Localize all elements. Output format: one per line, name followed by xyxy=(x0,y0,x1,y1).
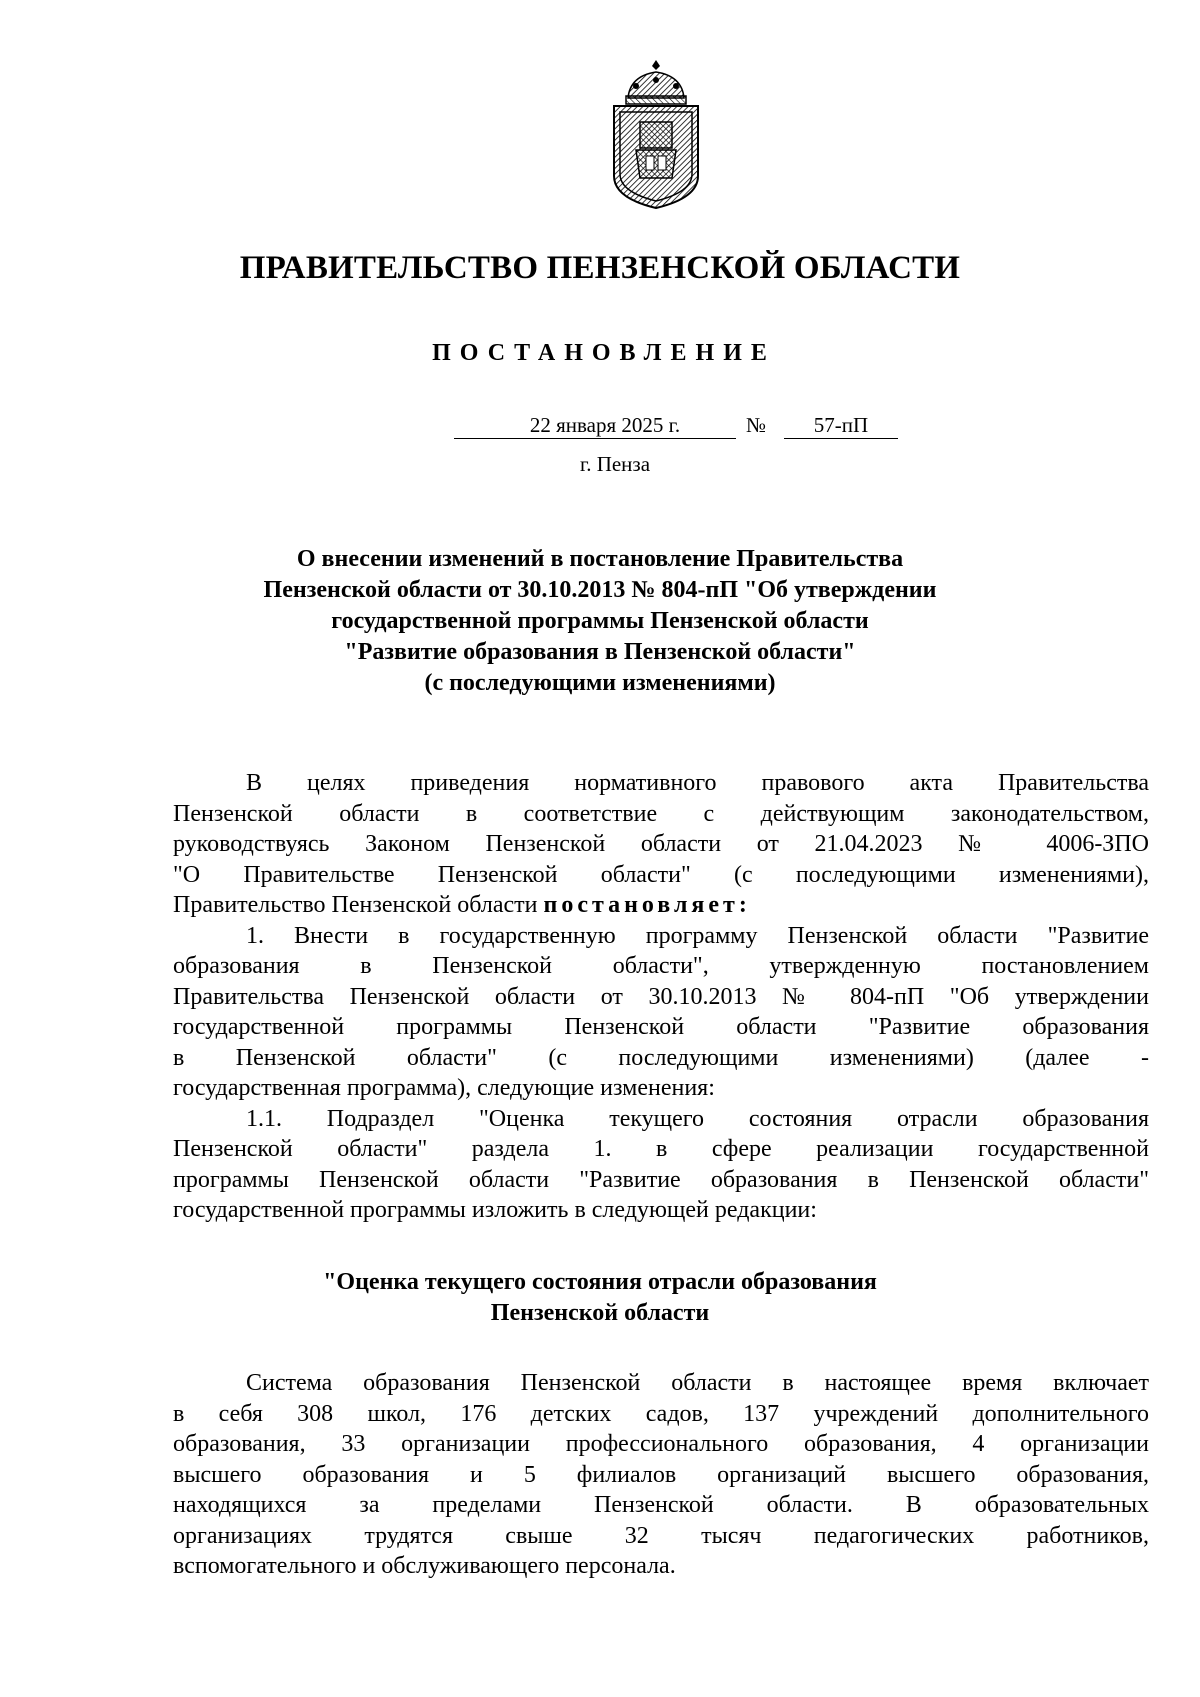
document-number: 57-пП xyxy=(784,412,898,439)
subject-line: Пензенской области от 30.10.2013 № 804-пП "Об утверждении xyxy=(263,577,937,603)
subitem-line: программы Пензенской области "Развитие образования в Пензенской области" xyxy=(173,1166,1149,1193)
paragraph-line: образования, 33 организации профессионального образования, 4 организации xyxy=(173,1431,1149,1457)
paragraph-line: организациях трудятся свыше 32 тысяч педагогических работников, xyxy=(173,1522,1149,1549)
number-sign: № xyxy=(746,413,767,437)
body-line xyxy=(173,890,1149,921)
paragraph-line: находящихся за пределами Пензенской области. В образовательных xyxy=(173,1492,1149,1518)
subject-line: (с последующими изменениями) xyxy=(424,670,776,696)
subitem-line: 1.1. Подраздел "Оценка текущего состояния отрасли образования xyxy=(246,1105,1149,1132)
document-body xyxy=(173,768,1149,1226)
document-type: ПОСТАНОВЛЕНИЕ xyxy=(432,340,776,366)
section-title-line: Пензенской области xyxy=(490,1300,710,1326)
item-line: Правительства Пензенской области от 30.10.2013 № 804-пП "Об утверждении xyxy=(173,983,1149,1010)
body-line: В целях приведения нормативного правового акта Правительства xyxy=(246,770,1149,796)
document-city: г. Пенза xyxy=(579,452,651,476)
item-line: образования в Пензенской области", утвержденную постановлением xyxy=(173,953,1149,979)
subitem-line: Пензенской области" раздела 1. в сфере реализации государственной xyxy=(173,1136,1149,1162)
body-line: руководствуясь Законом Пензенской области от 21.04.2023 № 4006-ЗПО xyxy=(173,831,1149,857)
subitem-line: государственной программы изложить в следующей редакции: xyxy=(173,1197,817,1223)
document-date: 22 января 2025 г. xyxy=(454,412,736,439)
subject-line: О внесении изменений в постановление Правительства xyxy=(296,546,904,572)
item-line: 1. Внести в государственную программу Пензенской области "Развитие xyxy=(246,922,1149,949)
section-title xyxy=(200,1267,1000,1329)
item-line: государственная программа), следующие изменения: xyxy=(173,1075,715,1101)
coat-of-arms-icon xyxy=(606,58,706,212)
subject-line: государственной программы Пензенской области xyxy=(331,608,869,634)
item-line: в Пензенской области" (с последующими изменениями) (далее - xyxy=(173,1044,1149,1071)
paragraph-line: высшего образования и 5 филиалов организаций высшего образования, xyxy=(173,1461,1149,1488)
decree-word: постановляет: xyxy=(543,892,751,918)
item-line: государственной программы Пензенской области "Развитие образования xyxy=(173,1014,1149,1040)
paragraph-line: Система образования Пензенской области в настоящее время включает xyxy=(246,1370,1149,1396)
paragraph-line: в себя 308 школ, 176 детских садов, 137 учреждений дополнительного xyxy=(173,1400,1149,1427)
document-subject xyxy=(200,544,1000,699)
organization-title: ПРАВИТЕЛЬСТВО ПЕНЗЕНСКОЙ ОБЛАСТИ xyxy=(239,250,961,286)
body-line: Пензенской области в соответствие с действующим законодательством, xyxy=(173,800,1149,827)
section-paragraph xyxy=(173,1368,1149,1582)
subject-line: "Развитие образования в Пензенской области" xyxy=(344,639,856,665)
section-title-line: "Оценка текущего состояния отрасли образования xyxy=(323,1269,877,1295)
preamble-last: Правительство Пензенской области xyxy=(173,892,538,918)
paragraph-line: вспомогательного и обслуживающего персонала. xyxy=(173,1553,676,1579)
body-line: "О Правительстве Пензенской области" (с последующими изменениями), xyxy=(173,861,1149,888)
